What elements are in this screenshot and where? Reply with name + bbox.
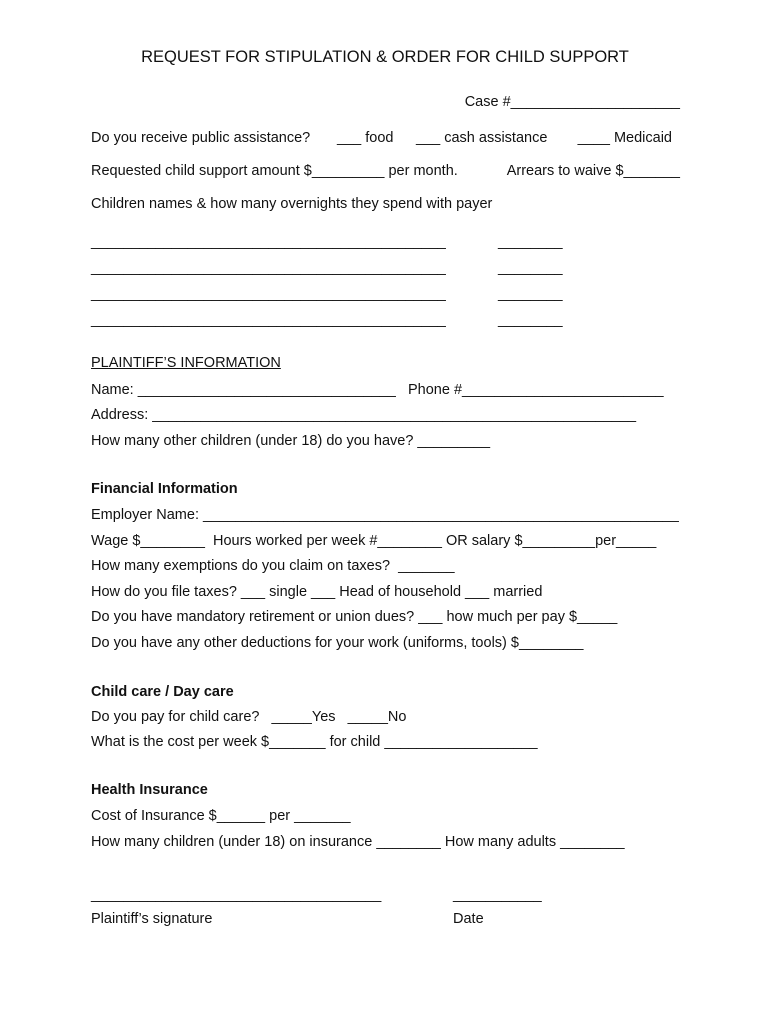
insured-counts-field[interactable]: How many children (under 18) on insurance ________ How many adults ________	[91, 834, 625, 850]
retirement-dues-field[interactable]: Do you have mandatory retirement or union dues? ___ how much per pay $_____	[91, 609, 618, 625]
tax-filing-status-field[interactable]: How do you file taxes? ___ single ___ Head of household ___ married	[91, 584, 543, 600]
childcare-heading: Child care / Day care	[91, 684, 234, 700]
childcare-pay-field[interactable]: Do you pay for child care? _____Yes _____No	[91, 709, 407, 725]
tax-exemptions-field[interactable]: How many exemptions do you claim on taxes? _______	[91, 558, 455, 574]
medicaid-option[interactable]: ____ Medicaid	[577, 130, 672, 146]
signature-label: Plaintiff’s signature	[91, 911, 213, 927]
insurance-cost-field[interactable]: Cost of Insurance $______ per _______	[91, 808, 351, 824]
date-line[interactable]: ___________	[453, 887, 542, 903]
children-prompt: Children names & how many overnights they spend with payer	[91, 196, 493, 212]
childcare-cost-field[interactable]: What is the cost per week $_______ for child ___________________	[91, 734, 538, 750]
case-number-field[interactable]: Case #_____________________	[464, 94, 680, 110]
form-title: REQUEST FOR STIPULATION & ORDER FOR CHILD SUPPORT	[141, 48, 629, 66]
plaintiff-phone-field[interactable]: Phone #_________________________	[408, 382, 664, 398]
child-overnights-line[interactable]: ________	[498, 286, 563, 302]
cash-assistance-option[interactable]: ___ cash assistance	[416, 130, 548, 146]
child-name-line[interactable]: ____________________________________________	[91, 312, 446, 328]
wage-hours-salary-field[interactable]: Wage $________ Hours worked per week #________ OR salary $_________per_____	[91, 533, 657, 549]
date-label: Date	[453, 911, 484, 927]
plaintiff-heading: PLAINTIFF’S INFORMATION	[91, 355, 281, 371]
child-name-line[interactable]: ____________________________________________	[91, 286, 446, 302]
plaintiff-name-field[interactable]: Name: ________________________________	[91, 382, 396, 398]
requested-support-field[interactable]: Requested child support amount $_________ per month.	[91, 163, 458, 179]
child-overnights-line[interactable]: ________	[498, 234, 563, 250]
child-overnights-line[interactable]: ________	[498, 312, 563, 328]
child-name-line[interactable]: ____________________________________________	[91, 234, 446, 250]
food-option[interactable]: ___ food	[337, 130, 394, 146]
health-insurance-heading: Health Insurance	[91, 782, 208, 798]
plaintiff-address-field[interactable]: Address: ____________________________________________________________	[91, 407, 637, 423]
other-deductions-field[interactable]: Do you have any other deductions for your work (uniforms, tools) $________	[91, 635, 584, 651]
public-assistance-question: Do you receive public assistance?	[91, 130, 311, 146]
child-overnights-line[interactable]: ________	[498, 260, 563, 276]
other-children-field[interactable]: How many other children (under 18) do you have? _________	[91, 433, 491, 449]
signature-line[interactable]: ____________________________________	[91, 887, 382, 903]
child-name-line[interactable]: ____________________________________________	[91, 260, 446, 276]
arrears-field[interactable]: Arrears to waive $_______	[506, 163, 680, 179]
financial-heading: Financial Information	[91, 481, 238, 497]
employer-name-field[interactable]: Employer Name: ___________________________________________________________	[91, 507, 679, 523]
